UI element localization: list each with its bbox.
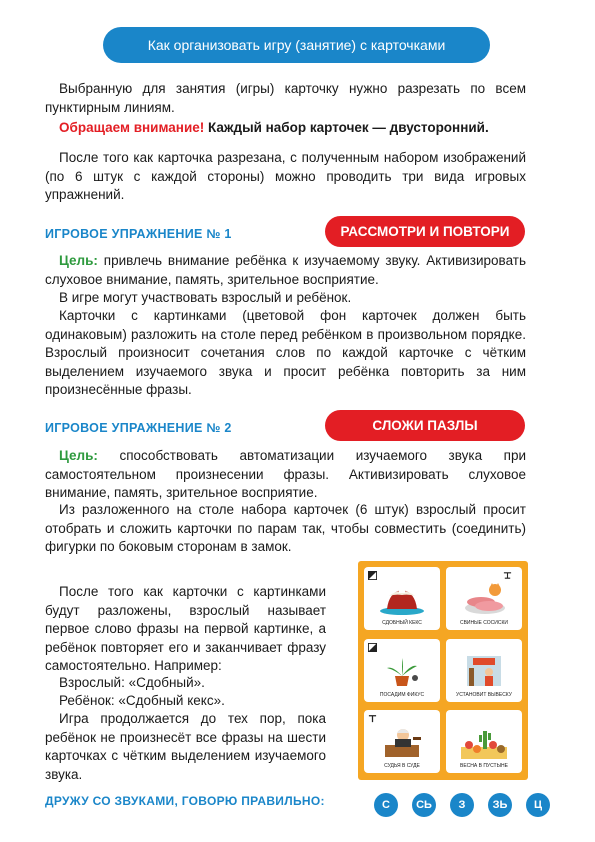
corner-mark-icon xyxy=(368,643,377,652)
adult-line: Взрослый: «Сдобный». xyxy=(59,675,205,690)
puzzle-card xyxy=(364,639,440,702)
sign-icon xyxy=(459,654,509,688)
plant-icon xyxy=(377,654,427,688)
sound-badge: Ц xyxy=(526,793,550,817)
puzzle-card xyxy=(446,567,522,630)
sound-badge: З xyxy=(450,793,474,817)
sound-badge: С xyxy=(374,793,398,817)
exercise-2-badge xyxy=(325,410,525,441)
warning-label: Обращаем внимание! xyxy=(59,120,205,135)
card-caption: ПОСАДИМ ФИКУС xyxy=(379,692,425,698)
intro-warning xyxy=(45,119,526,138)
goal-label: Цель: xyxy=(59,448,98,463)
cake-icon xyxy=(377,582,427,616)
child-line: Ребёнок: «Сдобный кекс». xyxy=(59,693,225,708)
page-title xyxy=(103,27,490,63)
puzzle-card xyxy=(364,710,440,773)
sound-badge: СЬ xyxy=(412,793,436,817)
footer-slogan: ДРУЖУ СО ЗВУКАМИ, ГОВОРЮ ПРАВИЛЬНО: xyxy=(45,794,325,808)
intro-paragraph-2: После того как карточка разрезана, с полученным набором изображений (по 6 штук с каждой стороны) можно проводить три вида игровых упражнений. xyxy=(45,150,526,202)
exercise-2-badge-text: СЛОЖИ ПАЗЛЫ xyxy=(372,418,478,433)
puzzle-card xyxy=(364,567,440,630)
page-title-text: Как организовать игру (занятие) с карточками xyxy=(147,37,446,53)
exercise-2-paragraph-1: Из разложенного на столе набора карточек (6 штук) взрослый просит отобрать и сложить карточки по парам так, чтобы совместить (соединить) фигурки по боковым сторонам в замок. xyxy=(45,502,526,554)
exercise-2-paragraph-2: После того как карточки с картинками будут разложены, взрослый называет первое слово фразы на первой картинке, а ребёнок повторяет его и заканчивает фразу самостоятельно. Например: xyxy=(45,584,326,673)
warning-text: Каждый набор карточек — двусторонний. xyxy=(204,120,489,135)
sound-badge: ЗЬ xyxy=(488,793,512,817)
corner-mark-icon xyxy=(368,714,377,723)
card-caption: СВИНЫЕ СОСИСКИ xyxy=(459,620,508,626)
exercise-1-paragraph-1: В игре могут участвовать взрослый и ребёнок. xyxy=(59,290,352,305)
corner-mark-icon xyxy=(503,571,512,580)
goal-text: способствовать автоматизации изучаемого звука при самостоятельном произнесении фразы. Активизировать слуховое внимание, память, зрительное восприятие. xyxy=(45,448,526,500)
judge-icon xyxy=(377,725,427,759)
exercise-1-badge-text: РАССМОТРИ И ПОВТОРИ xyxy=(340,224,510,239)
exercise-2-goal xyxy=(45,447,526,503)
exercise-1-goal xyxy=(45,252,526,289)
desert-icon xyxy=(459,725,509,759)
card-caption: СДОБНЫЙ КЕКС xyxy=(382,620,422,626)
card-caption: УСТАНОВИТ ВЫВЕСКУ xyxy=(456,692,512,698)
exercise-2-paragraph-3: Игра продолжается до тех пор, пока ребёнок не произнесёт все фразы на шести карточках с чётким выделением изучаемого звука. xyxy=(45,711,326,782)
exercise-1-title: ИГРОВОЕ УПРАЖНЕНИЕ № 1 xyxy=(45,227,232,241)
card-caption: СУДЬЯ В СУДЕ xyxy=(384,763,420,769)
puzzle-illustration xyxy=(358,561,528,780)
exercise-1-badge xyxy=(325,216,525,247)
exercise-2-title: ИГРОВОЕ УПРАЖНЕНИЕ № 2 xyxy=(45,421,232,435)
goal-label: Цель: xyxy=(59,253,98,268)
corner-mark-icon xyxy=(368,571,377,580)
goal-text: привлечь внимание ребёнка к изучаемому звуку. Активизировать слуховое внимание, память, зрительное восприятие. xyxy=(45,253,526,287)
sausages-icon xyxy=(459,582,509,616)
intro-paragraph-1: Выбранную для занятия (игры) карточку нужно разрезать по всем пунктирным линиям. xyxy=(45,81,526,115)
card-caption: ВЕСНА В ПУСТЫНЕ xyxy=(460,763,508,769)
puzzle-card xyxy=(446,710,522,773)
puzzle-card xyxy=(446,639,522,702)
exercise-1-paragraph-2: Карточки с картинками (цветовой фон карточек должен быть одинаковым) разложить на столе перед ребёнком в произвольном порядке. Взрослый произносит сочетания слов по каждой карточке с чётким выделением изучаемого звука и просит ребёнка повторить за ним произнесённые фразы. xyxy=(45,308,526,397)
